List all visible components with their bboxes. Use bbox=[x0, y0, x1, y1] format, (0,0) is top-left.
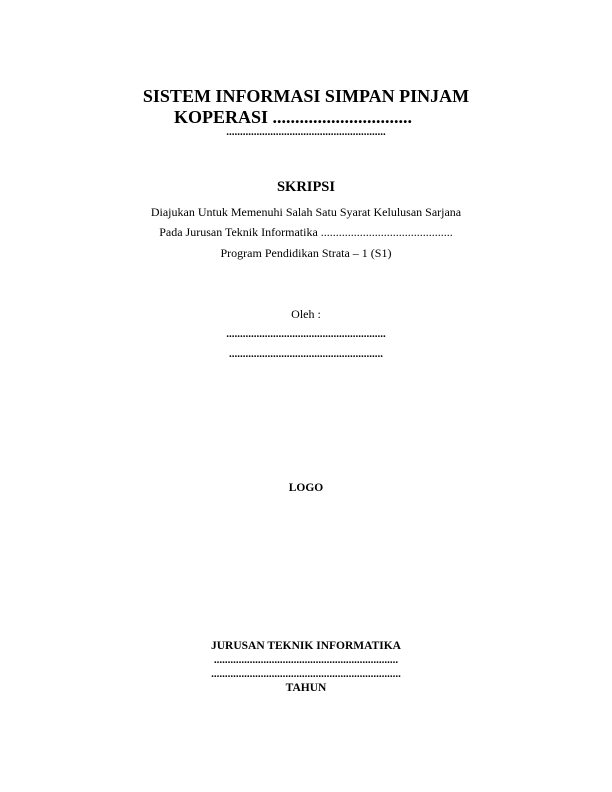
logo-placeholder: LOGO bbox=[288, 482, 324, 494]
year-label: TAHUN bbox=[285, 682, 327, 694]
purpose-line-3: Program Pendidikan Strata – 1 (S1) bbox=[220, 246, 392, 260]
department-name: JURUSAN TEKNIK INFORMATIKA bbox=[211, 640, 401, 652]
by-label: Oleh : bbox=[291, 307, 321, 321]
institution-line-1: ................................................................... bbox=[213, 654, 399, 666]
author-line-2: ........................................................ bbox=[229, 348, 383, 360]
title-line-2: KOPERASI ............................... bbox=[173, 107, 413, 127]
title-line-3: .......................................................... bbox=[226, 126, 386, 138]
purpose-line-1: Diajukan Untuk Memenuhi Salah Satu Syarat Kelulusan Sarjana bbox=[150, 205, 462, 219]
title-line-1: SISTEM INFORMASI SIMPAN PINJAM bbox=[142, 86, 470, 106]
purpose-line-2: Pada Jurusan Teknik Informatika ............................................ bbox=[159, 225, 453, 239]
institution-line-2: ..................................................................... bbox=[211, 668, 401, 680]
document-type: SKRIPSI bbox=[276, 179, 336, 195]
author-line-1: .......................................................... bbox=[226, 328, 386, 340]
